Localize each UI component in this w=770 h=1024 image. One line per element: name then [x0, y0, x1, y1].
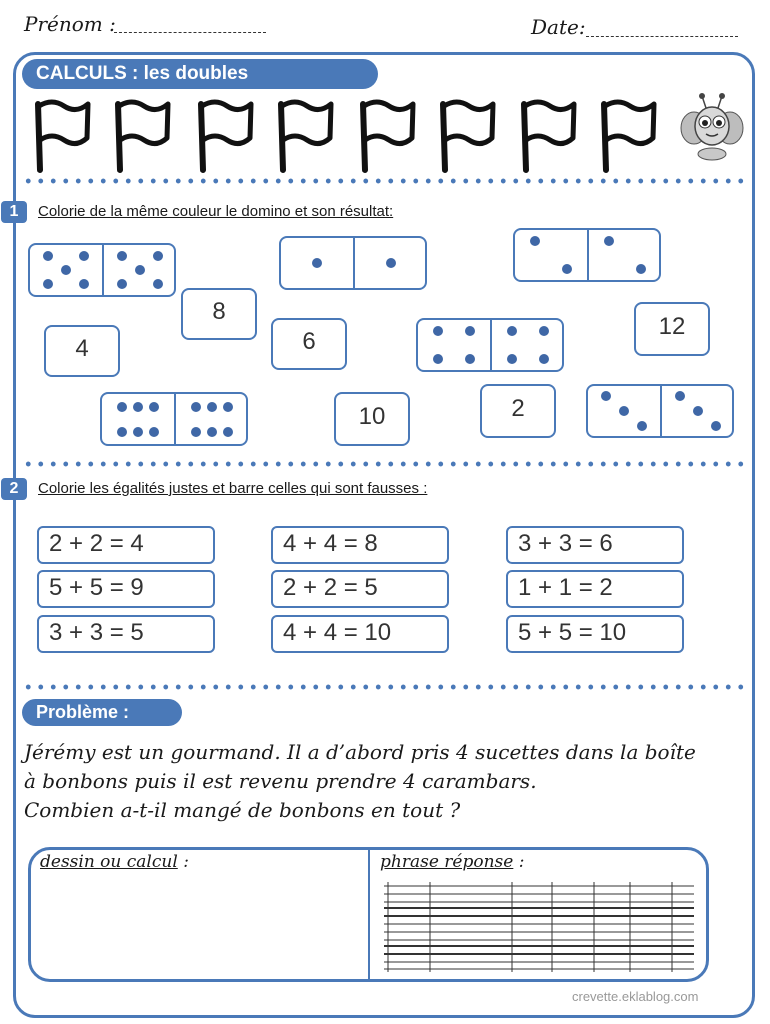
footer-credit: crevette.eklablog.com: [572, 989, 699, 1004]
result-box[interactable]: 4: [44, 325, 120, 377]
date-label: Date:: [531, 15, 586, 39]
dessin-area[interactable]: [40, 872, 360, 976]
flag-icon: [30, 98, 94, 179]
answer-divider: [368, 850, 370, 979]
equality-box[interactable]: 4 + 4 = 8: [271, 526, 449, 564]
result-box[interactable]: 10: [334, 392, 410, 446]
domino-1-1[interactable]: [279, 236, 427, 290]
phrase-label: phrase réponse :: [380, 852, 525, 872]
problem-line: Combien a-t-il mangé de bonbons en tout ?: [24, 798, 461, 822]
page-title: CALCULS : les doubles: [22, 59, 378, 89]
exercise-number: 2: [1, 478, 27, 500]
domino-4-4[interactable]: [416, 318, 564, 372]
dotted-separator: [22, 461, 750, 467]
dessin-label: dessin ou calcul :: [40, 852, 189, 872]
dotted-separator: [22, 178, 750, 184]
equality-box[interactable]: 5 + 5 = 9: [37, 570, 215, 608]
equality-box[interactable]: 2 + 2 = 5: [271, 570, 449, 608]
writing-lines[interactable]: [384, 882, 694, 972]
problem-line: à bonbons puis il est revenu prendre 4 carambars.: [24, 769, 537, 793]
dotted-separator: [22, 684, 750, 690]
problem-line: Jérémy est un gourmand. Il a d’abord pris 4 sucettes dans la boîte: [24, 740, 696, 764]
flag-icon: [596, 98, 660, 179]
probleme-label: Problème :: [22, 699, 182, 726]
domino-3-3[interactable]: [586, 384, 734, 438]
flag-icon: [516, 98, 580, 179]
flag-icon: [193, 98, 257, 179]
prenom-label: Prénom :: [24, 12, 116, 36]
equality-box[interactable]: 4 + 4 = 10: [271, 615, 449, 653]
flag-icon: [435, 98, 499, 179]
mascot-icon: [680, 90, 744, 167]
domino-2-2[interactable]: [513, 228, 661, 282]
flag-icon: [110, 98, 174, 179]
equality-box[interactable]: 1 + 1 = 2: [506, 570, 684, 608]
result-box[interactable]: 6: [271, 318, 347, 370]
flag-icon: [273, 98, 337, 179]
domino-6-6[interactable]: [100, 392, 248, 446]
result-box[interactable]: 8: [181, 288, 257, 340]
exercise2-instruction: Colorie les égalités justes et barre celles qui sont fausses :: [38, 480, 428, 497]
exercise1-instruction: Colorie de la même couleur le domino et son résultat:: [38, 203, 394, 220]
equality-box[interactable]: 3 + 3 = 6: [506, 526, 684, 564]
flag-icon: [355, 98, 419, 179]
equality-box[interactable]: 5 + 5 = 10: [506, 615, 684, 653]
result-box[interactable]: 2: [480, 384, 556, 438]
date-line[interactable]: [586, 36, 738, 37]
result-box[interactable]: 12: [634, 302, 710, 356]
equality-box[interactable]: 2 + 2 = 4: [37, 526, 215, 564]
domino-5-5[interactable]: [28, 243, 176, 297]
exercise-number: 1: [1, 201, 27, 223]
equality-box[interactable]: 3 + 3 = 5: [37, 615, 215, 653]
prenom-line[interactable]: [114, 32, 266, 33]
